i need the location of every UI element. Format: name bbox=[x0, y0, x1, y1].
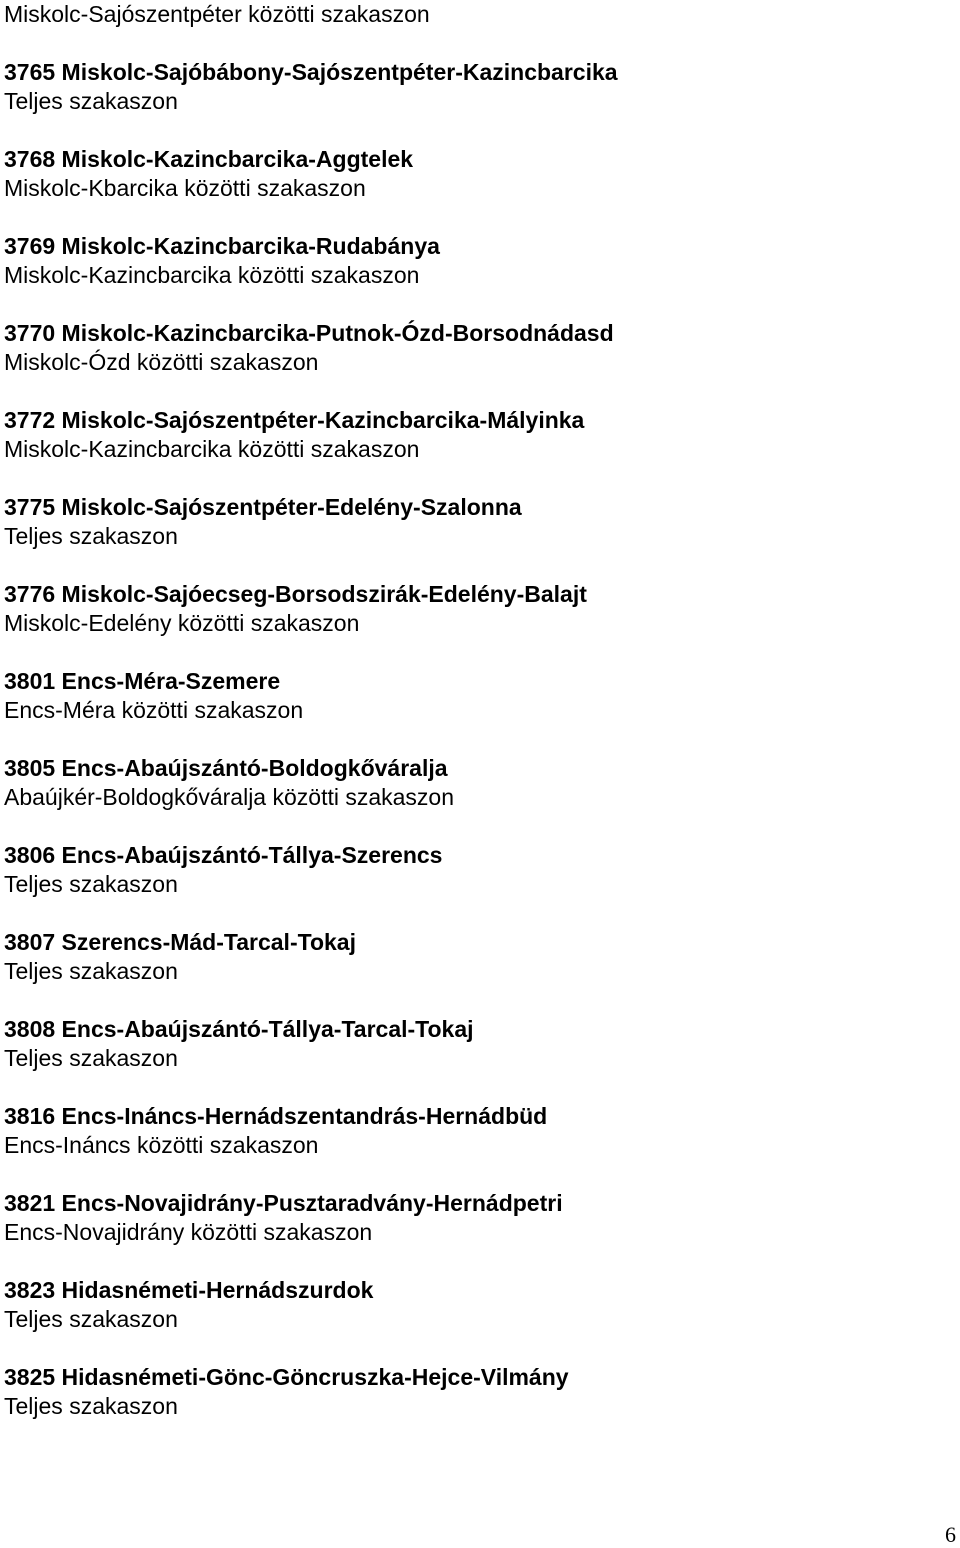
spacer bbox=[4, 203, 944, 232]
spacer bbox=[4, 1247, 944, 1276]
route-section: Encs-Ináncs közötti szakaszon bbox=[4, 1132, 319, 1158]
route-entry bbox=[4, 1102, 944, 1160]
spacer bbox=[4, 1160, 944, 1189]
route-entry bbox=[4, 841, 944, 899]
route-entry bbox=[4, 754, 944, 812]
route-entry bbox=[4, 145, 944, 203]
route-title: 3807 Szerencs-Mád-Tarcal-Tokaj bbox=[4, 929, 356, 955]
route-section: Teljes szakaszon bbox=[4, 1393, 178, 1419]
route-section: Miskolc-Edelény közötti szakaszon bbox=[4, 610, 360, 636]
route-section: Teljes szakaszon bbox=[4, 871, 178, 897]
route-title: 3769 Miskolc-Kazincbarcika-Rudabánya bbox=[4, 233, 440, 259]
route-section: Teljes szakaszon bbox=[4, 523, 178, 549]
spacer bbox=[4, 29, 944, 58]
route-title: 3806 Encs-Abaújszántó-Tállya-Szerencs bbox=[4, 842, 443, 868]
route-section: Encs-Méra közötti szakaszon bbox=[4, 697, 304, 723]
route-section: Miskolc-Ózd közötti szakaszon bbox=[4, 349, 319, 375]
spacer bbox=[4, 899, 944, 928]
route-entry bbox=[4, 493, 944, 551]
spacer bbox=[4, 464, 944, 493]
route-title: 3765 Miskolc-Sajóbábony-Sajószentpéter-Kazincbarcika bbox=[4, 59, 618, 85]
document-page bbox=[4, 0, 944, 1421]
route-section: Encs-Novajidrány közötti szakaszon bbox=[4, 1219, 373, 1245]
spacer bbox=[4, 1073, 944, 1102]
route-entry bbox=[4, 928, 944, 986]
route-title: 3772 Miskolc-Sajószentpéter-Kazincbarcika-Mályinka bbox=[4, 407, 585, 433]
route-section: Teljes szakaszon bbox=[4, 88, 178, 114]
route-title: 3776 Miskolc-Sajóecseg-Borsodszirák-Edelény-Balajt bbox=[4, 581, 587, 607]
route-title: 3805 Encs-Abaújszántó-Boldogkőváralja bbox=[4, 755, 448, 781]
route-title: 3768 Miskolc-Kazincbarcika-Aggtelek bbox=[4, 146, 414, 172]
route-title: 3808 Encs-Abaújszántó-Tállya-Tarcal-Tokaj bbox=[4, 1016, 474, 1042]
spacer bbox=[4, 116, 944, 145]
route-title: 3825 Hidasnémeti-Gönc-Göncruszka-Hejce-Vilmány bbox=[4, 1364, 569, 1390]
route-title: 3823 Hidasnémeti-Hernádszurdok bbox=[4, 1277, 374, 1303]
spacer bbox=[4, 812, 944, 841]
spacer bbox=[4, 638, 944, 667]
route-section: Miskolc-Kazincbarcika közötti szakaszon bbox=[4, 262, 420, 288]
route-entry bbox=[4, 580, 944, 638]
spacer bbox=[4, 551, 944, 580]
spacer bbox=[4, 725, 944, 754]
route-entry bbox=[4, 232, 944, 290]
page-number: 6 bbox=[945, 1522, 956, 1547]
route-entry bbox=[4, 1363, 944, 1421]
spacer bbox=[4, 290, 944, 319]
route-entry bbox=[4, 58, 944, 116]
route-section: Teljes szakaszon bbox=[4, 1306, 178, 1332]
route-section: Miskolc-Kazincbarcika közötti szakaszon bbox=[4, 436, 420, 462]
route-title: 3775 Miskolc-Sajószentpéter-Edelény-Szalonna bbox=[4, 494, 522, 520]
spacer bbox=[4, 377, 944, 406]
spacer bbox=[4, 986, 944, 1015]
route-entry bbox=[4, 406, 944, 464]
route-entry bbox=[4, 1189, 944, 1247]
route-entry bbox=[4, 1276, 944, 1334]
route-entry bbox=[4, 1015, 944, 1073]
route-section: Teljes szakaszon bbox=[4, 958, 178, 984]
route-entry bbox=[4, 667, 944, 725]
spacer bbox=[4, 1334, 944, 1363]
route-section: Teljes szakaszon bbox=[4, 1045, 178, 1071]
lead-section-line: Miskolc-Sajószentpéter közötti szakaszon bbox=[4, 1, 430, 27]
route-entry bbox=[4, 319, 944, 377]
route-section: Miskolc-Kbarcika közötti szakaszon bbox=[4, 175, 366, 201]
route-section: Abaújkér-Boldogkőváralja közötti szakaszon bbox=[4, 784, 455, 810]
route-title: 3816 Encs-Ináncs-Hernádszentandrás-Hernádbüd bbox=[4, 1103, 548, 1129]
route-title: 3770 Miskolc-Kazincbarcika-Putnok-Ózd-Borsodnádasd bbox=[4, 320, 614, 346]
route-title: 3821 Encs-Novajidrány-Pusztaradvány-Hernádpetri bbox=[4, 1190, 563, 1216]
route-title: 3801 Encs-Méra-Szemere bbox=[4, 668, 281, 694]
